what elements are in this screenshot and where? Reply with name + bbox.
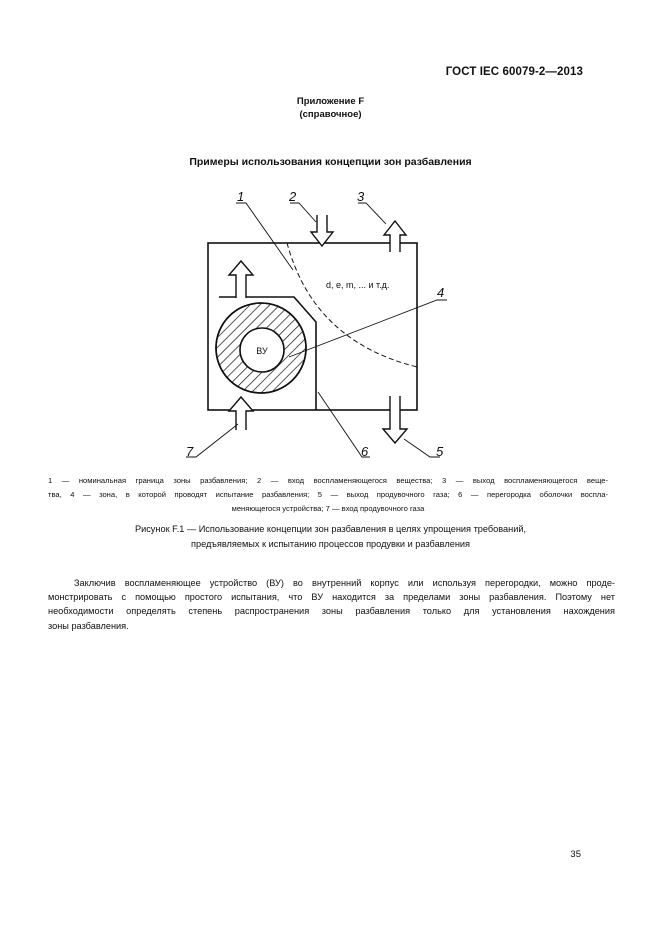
device-label: ВУ: [256, 346, 268, 356]
annex-subtitle: (справочное): [299, 109, 362, 120]
upflow-arrow-icon: [229, 261, 253, 298]
legend-line-3: меняющегося устройства; 7 — вход продувочного газа: [231, 504, 425, 513]
paragraph-line-1: Заключив воспламеняющее устройство (ВУ) во внутренний корпус или используя перегородки, можно проде-: [74, 578, 615, 588]
purge-inlet-arrow-icon: [229, 397, 253, 430]
annex-title: Приложение F: [296, 96, 365, 107]
leader-3: [358, 203, 386, 224]
zone-protection-types: d, e, m, ... и т.д.: [326, 280, 390, 290]
caption-line-1: Рисунок F.1 — Использование концепции зон разбавления в целях упрощения требований,: [134, 524, 527, 534]
leader-1: [236, 203, 293, 270]
legend-line-2: тва, 4 — зона, в которой проводят испытание разбавления; 5 — выход продувочного газа; 6 — перегородка оболочки воспла-: [48, 490, 608, 499]
label-6: 6: [361, 444, 369, 459]
dilution-zone-figure: [0, 180, 661, 465]
leader-7: [186, 424, 238, 457]
label-1: 1: [237, 189, 245, 204]
paragraph-line-4: зоны разбавления.: [48, 620, 129, 631]
leader-5: [404, 439, 440, 457]
figure-legend: [48, 474, 608, 516]
paragraph-line-3: необходимости определять степень распространения зоны разбавления только для установления нахождения: [48, 606, 615, 617]
standard-number: ГОСТ IEC 60079-2—2013: [445, 66, 583, 78]
label-7: 7: [186, 444, 194, 459]
purge-outlet-arrow-icon: [383, 396, 407, 443]
outlet-arrow-icon: [384, 221, 406, 252]
paragraph-line-2: монстрировать с помощью простого испытания, что ВУ находится за пределами зоны разбавления. Поэтому нет: [48, 592, 615, 603]
label-4: 4: [437, 285, 445, 300]
leader-2: [290, 203, 316, 222]
section-title: Примеры использования концепции зон разбавления: [189, 156, 472, 168]
body-paragraph: [48, 576, 615, 633]
legend-line-1: 1 — номинальная граница зоны разбавления; 2 — вход воспламеняющегося вещества; 3 — выход воспламеняющегося веще-: [48, 476, 608, 485]
figure-caption: [0, 522, 661, 552]
label-5: 5: [436, 444, 444, 459]
caption-line-2: предъявляемых к испытанию процессов продувки и разбавления: [190, 539, 470, 549]
page-number: 35: [570, 849, 581, 860]
label-2: 2: [289, 189, 297, 204]
label-3: 3: [357, 189, 365, 204]
